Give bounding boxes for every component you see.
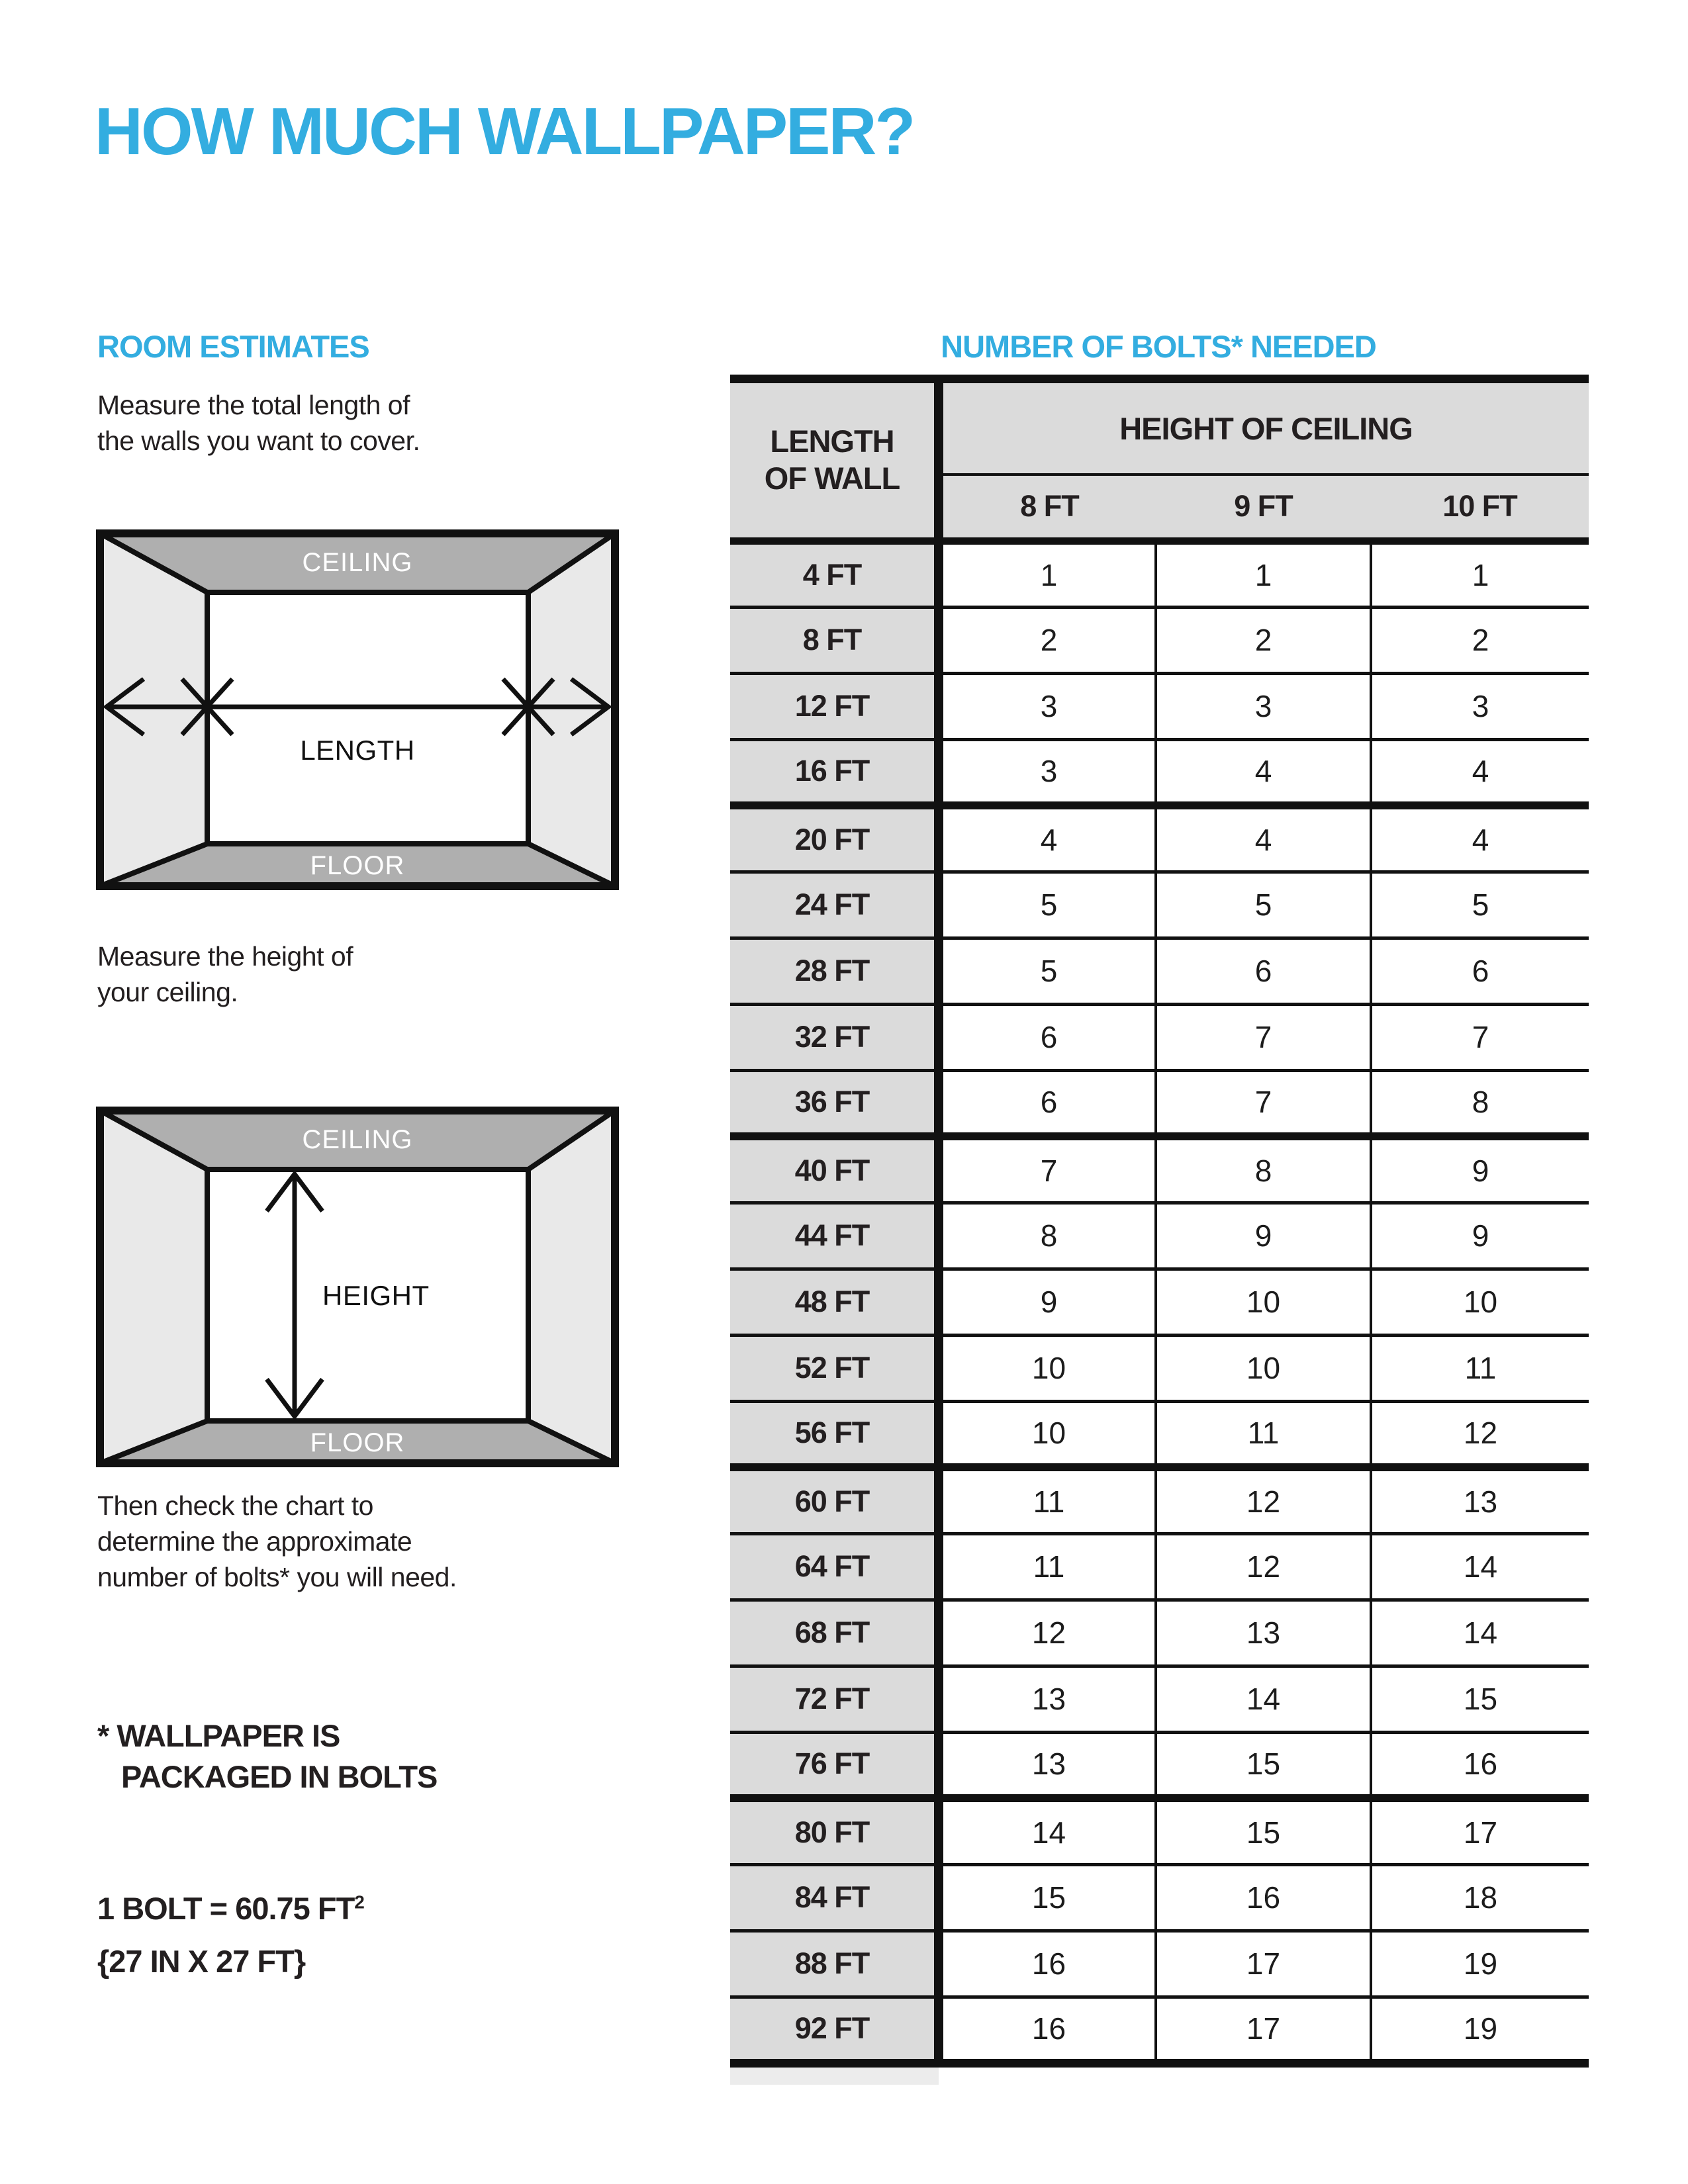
bolt-count-cell: 9: [1156, 1203, 1371, 1269]
table-row: [730, 1931, 1589, 1997]
wall-length-label: 24 FT: [730, 872, 939, 938]
room-length-diagram: [96, 529, 619, 890]
bolt-count-cell: 10: [939, 1401, 1156, 1467]
wall-length-label: 84 FT: [730, 1864, 939, 1931]
bolt-count-cell: 1: [1371, 541, 1589, 607]
bolt-count-cell: 10: [1156, 1335, 1371, 1401]
bolts-table-container: [730, 375, 1589, 2085]
bolt-count-cell: 11: [1156, 1401, 1371, 1467]
bolt-dimensions: {27 IN X 27 FT}: [97, 1944, 306, 1979]
bolt-count-cell: 17: [1371, 1798, 1589, 1864]
table-row: [730, 1533, 1589, 1600]
bolt-count-cell: 4: [1371, 739, 1589, 805]
floor-label: FLOOR: [310, 851, 405, 880]
wall-length-label: 44 FT: [730, 1203, 939, 1269]
length-label: LENGTH: [300, 735, 415, 766]
bolt-count-cell: 12: [1156, 1533, 1371, 1600]
wall-length-label: 36 FT: [730, 1070, 939, 1136]
bolt-count-cell: 4: [939, 805, 1156, 872]
bolt-count-cell: 3: [939, 739, 1156, 805]
bolt-count-cell: 17: [1156, 1997, 1371, 2063]
table-row: [730, 1269, 1589, 1335]
bolt-count-cell: 15: [1371, 1666, 1589, 1732]
bolt-count-cell: 12: [939, 1600, 1156, 1666]
bolt-count-cell: 6: [1156, 938, 1371, 1004]
bolt-count-cell: 14: [939, 1798, 1156, 1864]
bolt-count-cell: 5: [939, 872, 1156, 938]
col-header-10ft: 10 FT: [1371, 475, 1589, 541]
bolt-equivalence: [97, 1890, 364, 1927]
bolt-count-cell: 7: [1371, 1004, 1589, 1070]
bolt-count-cell: 15: [939, 1864, 1156, 1931]
bolt-count-cell: 19: [1371, 1997, 1589, 2063]
header-row-group: [730, 379, 1589, 475]
page-title: HOW MUCH WALLPAPER?: [95, 95, 914, 169]
floor-label: FLOOR: [310, 1428, 405, 1457]
bolt-count-cell: 2: [1156, 607, 1371, 673]
bolt-count-cell: 18: [1371, 1864, 1589, 1931]
bolt-count-cell: 9: [1371, 1203, 1589, 1269]
table-row: [730, 1203, 1589, 1269]
bolt-count-cell: 7: [939, 1136, 1156, 1203]
back-wall: [207, 592, 528, 844]
wall-length-label: 12 FT: [730, 673, 939, 739]
wall-length-label: 92 FT: [730, 1997, 939, 2063]
bolt-count-cell: 11: [1371, 1335, 1589, 1401]
table-row: [730, 1732, 1589, 1798]
wall-length-label: 68 FT: [730, 1600, 939, 1666]
bolt-count-cell: 15: [1156, 1732, 1371, 1798]
bolt-count-cell: 2: [939, 607, 1156, 673]
room-estimates-heading: ROOM ESTIMATES: [97, 329, 369, 364]
table-row: [730, 938, 1589, 1004]
wall-length-label: 60 FT: [730, 1467, 939, 1533]
bolt-count-cell: 12: [1371, 1401, 1589, 1467]
bolt-eq-text: 1 BOLT = 60.75 FT: [97, 1891, 355, 1926]
height-of-ceiling-header: HEIGHT OF CEILING: [939, 379, 1589, 475]
table-row: [730, 1864, 1589, 1931]
table-row: [730, 1401, 1589, 1467]
text-line: Measure the height of: [97, 941, 353, 972]
table-row: [730, 739, 1589, 805]
bolt-count-cell: 4: [1156, 739, 1371, 805]
bolt-count-cell: 6: [939, 1004, 1156, 1070]
wall-length-label: 4 FT: [730, 541, 939, 607]
bolts-table: [730, 375, 1589, 2068]
wall-length-label: 56 FT: [730, 1401, 939, 1467]
text-line: * WALLPAPER IS: [97, 1718, 340, 1753]
text-line: PACKAGED IN BOLTS: [121, 1759, 438, 1794]
text-line: number of bolts* you will need.: [97, 1562, 457, 1592]
instruction-check-chart: [97, 1488, 457, 1595]
text-line: Measure the total length of: [97, 390, 410, 420]
col-header-8ft: 8 FT: [939, 475, 1156, 541]
bolt-count-cell: 8: [1371, 1070, 1589, 1136]
bolt-count-cell: 4: [1156, 805, 1371, 872]
bolt-count-cell: 11: [939, 1533, 1156, 1600]
wall-length-label: 32 FT: [730, 1004, 939, 1070]
bolt-count-cell: 6: [1371, 938, 1589, 1004]
table-row: [730, 541, 1589, 607]
bolt-count-cell: 16: [1371, 1732, 1589, 1798]
bolt-count-cell: 3: [1371, 673, 1589, 739]
table-row: [730, 673, 1589, 739]
wall-length-label: 28 FT: [730, 938, 939, 1004]
bolt-count-cell: 17: [1156, 1931, 1371, 1997]
table-row: [730, 1467, 1589, 1533]
wall-length-label: 52 FT: [730, 1335, 939, 1401]
bolt-count-cell: 5: [939, 938, 1156, 1004]
bolt-count-cell: 16: [1156, 1864, 1371, 1931]
bolt-count-cell: 3: [1156, 673, 1371, 739]
bolt-count-cell: 8: [1156, 1136, 1371, 1203]
bolt-count-cell: 3: [939, 673, 1156, 739]
bolt-count-cell: 10: [939, 1335, 1156, 1401]
table-row: [730, 1004, 1589, 1070]
instruction-measure-height: [97, 938, 353, 1010]
table-row: [730, 1335, 1589, 1401]
bolt-count-cell: 6: [939, 1070, 1156, 1136]
bolt-count-cell: 19: [1371, 1931, 1589, 1997]
table-footer-strip: [730, 2068, 939, 2085]
bolt-count-cell: 9: [939, 1269, 1156, 1335]
bolts-needed-heading: NUMBER OF BOLTS* NEEDED: [941, 329, 1376, 364]
room-height-diagram: [96, 1107, 619, 1467]
table-row: [730, 1070, 1589, 1136]
bolt-count-cell: 15: [1156, 1798, 1371, 1864]
col-header-9ft: 9 FT: [1156, 475, 1371, 541]
bolt-count-cell: 7: [1156, 1004, 1371, 1070]
bolt-count-cell: 8: [939, 1203, 1156, 1269]
wall-length-label: 76 FT: [730, 1732, 939, 1798]
wall-length-label: 88 FT: [730, 1931, 939, 1997]
wall-length-label: 64 FT: [730, 1533, 939, 1600]
bolt-count-cell: 14: [1371, 1600, 1589, 1666]
bolt-count-cell: 2: [1371, 607, 1589, 673]
bolt-count-cell: 16: [939, 1997, 1156, 2063]
bolt-count-cell: 5: [1371, 872, 1589, 938]
bolt-count-cell: 14: [1371, 1533, 1589, 1600]
bolt-count-cell: 14: [1156, 1666, 1371, 1732]
bolt-count-cell: 7: [1156, 1070, 1371, 1136]
height-label: HEIGHT: [322, 1280, 430, 1311]
text-line: the walls you want to cover.: [97, 426, 420, 456]
wall-length-label: 80 FT: [730, 1798, 939, 1864]
bolts-footnote: [97, 1715, 437, 1797]
bolt-count-cell: 13: [939, 1732, 1156, 1798]
bolt-count-cell: 1: [939, 541, 1156, 607]
bolt-count-cell: 16: [939, 1931, 1156, 1997]
bolt-count-cell: 4: [1371, 805, 1589, 872]
text-line: Then check the chart to: [97, 1490, 373, 1521]
bolt-count-cell: 5: [1156, 872, 1371, 938]
bolt-count-cell: 9: [1371, 1136, 1589, 1203]
ceiling-label: CEILING: [302, 1125, 413, 1154]
bolt-count-cell: 10: [1371, 1269, 1589, 1335]
bolt-count-cell: 1: [1156, 541, 1371, 607]
table-row: [730, 1600, 1589, 1666]
table-row: [730, 1136, 1589, 1203]
text-line: OF WALL: [764, 461, 900, 496]
bolt-count-cell: 12: [1156, 1467, 1371, 1533]
table-row: [730, 607, 1589, 673]
bolt-count-cell: 13: [939, 1666, 1156, 1732]
length-of-wall-header: [730, 379, 939, 541]
bolt-eq-superscript: 2: [354, 1891, 364, 1913]
wall-length-label: 72 FT: [730, 1666, 939, 1732]
table-row: [730, 872, 1589, 938]
ceiling-label: CEILING: [302, 548, 413, 577]
wall-length-label: 48 FT: [730, 1269, 939, 1335]
wall-length-label: 8 FT: [730, 607, 939, 673]
wall-length-label: 16 FT: [730, 739, 939, 805]
wall-length-label: 20 FT: [730, 805, 939, 872]
table-row: [730, 1798, 1589, 1864]
text-line: your ceiling.: [97, 977, 238, 1007]
text-line: LENGTH: [770, 423, 894, 459]
table-row: [730, 805, 1589, 872]
bolt-count-cell: 10: [1156, 1269, 1371, 1335]
text-line: determine the approximate: [97, 1526, 412, 1557]
table-row: [730, 1666, 1589, 1732]
instruction-measure-length: [97, 387, 420, 459]
bolt-count-cell: 13: [1371, 1467, 1589, 1533]
bolt-count-cell: 11: [939, 1467, 1156, 1533]
table-row: [730, 1997, 1589, 2063]
bolt-count-cell: 13: [1156, 1600, 1371, 1666]
wall-length-label: 40 FT: [730, 1136, 939, 1203]
